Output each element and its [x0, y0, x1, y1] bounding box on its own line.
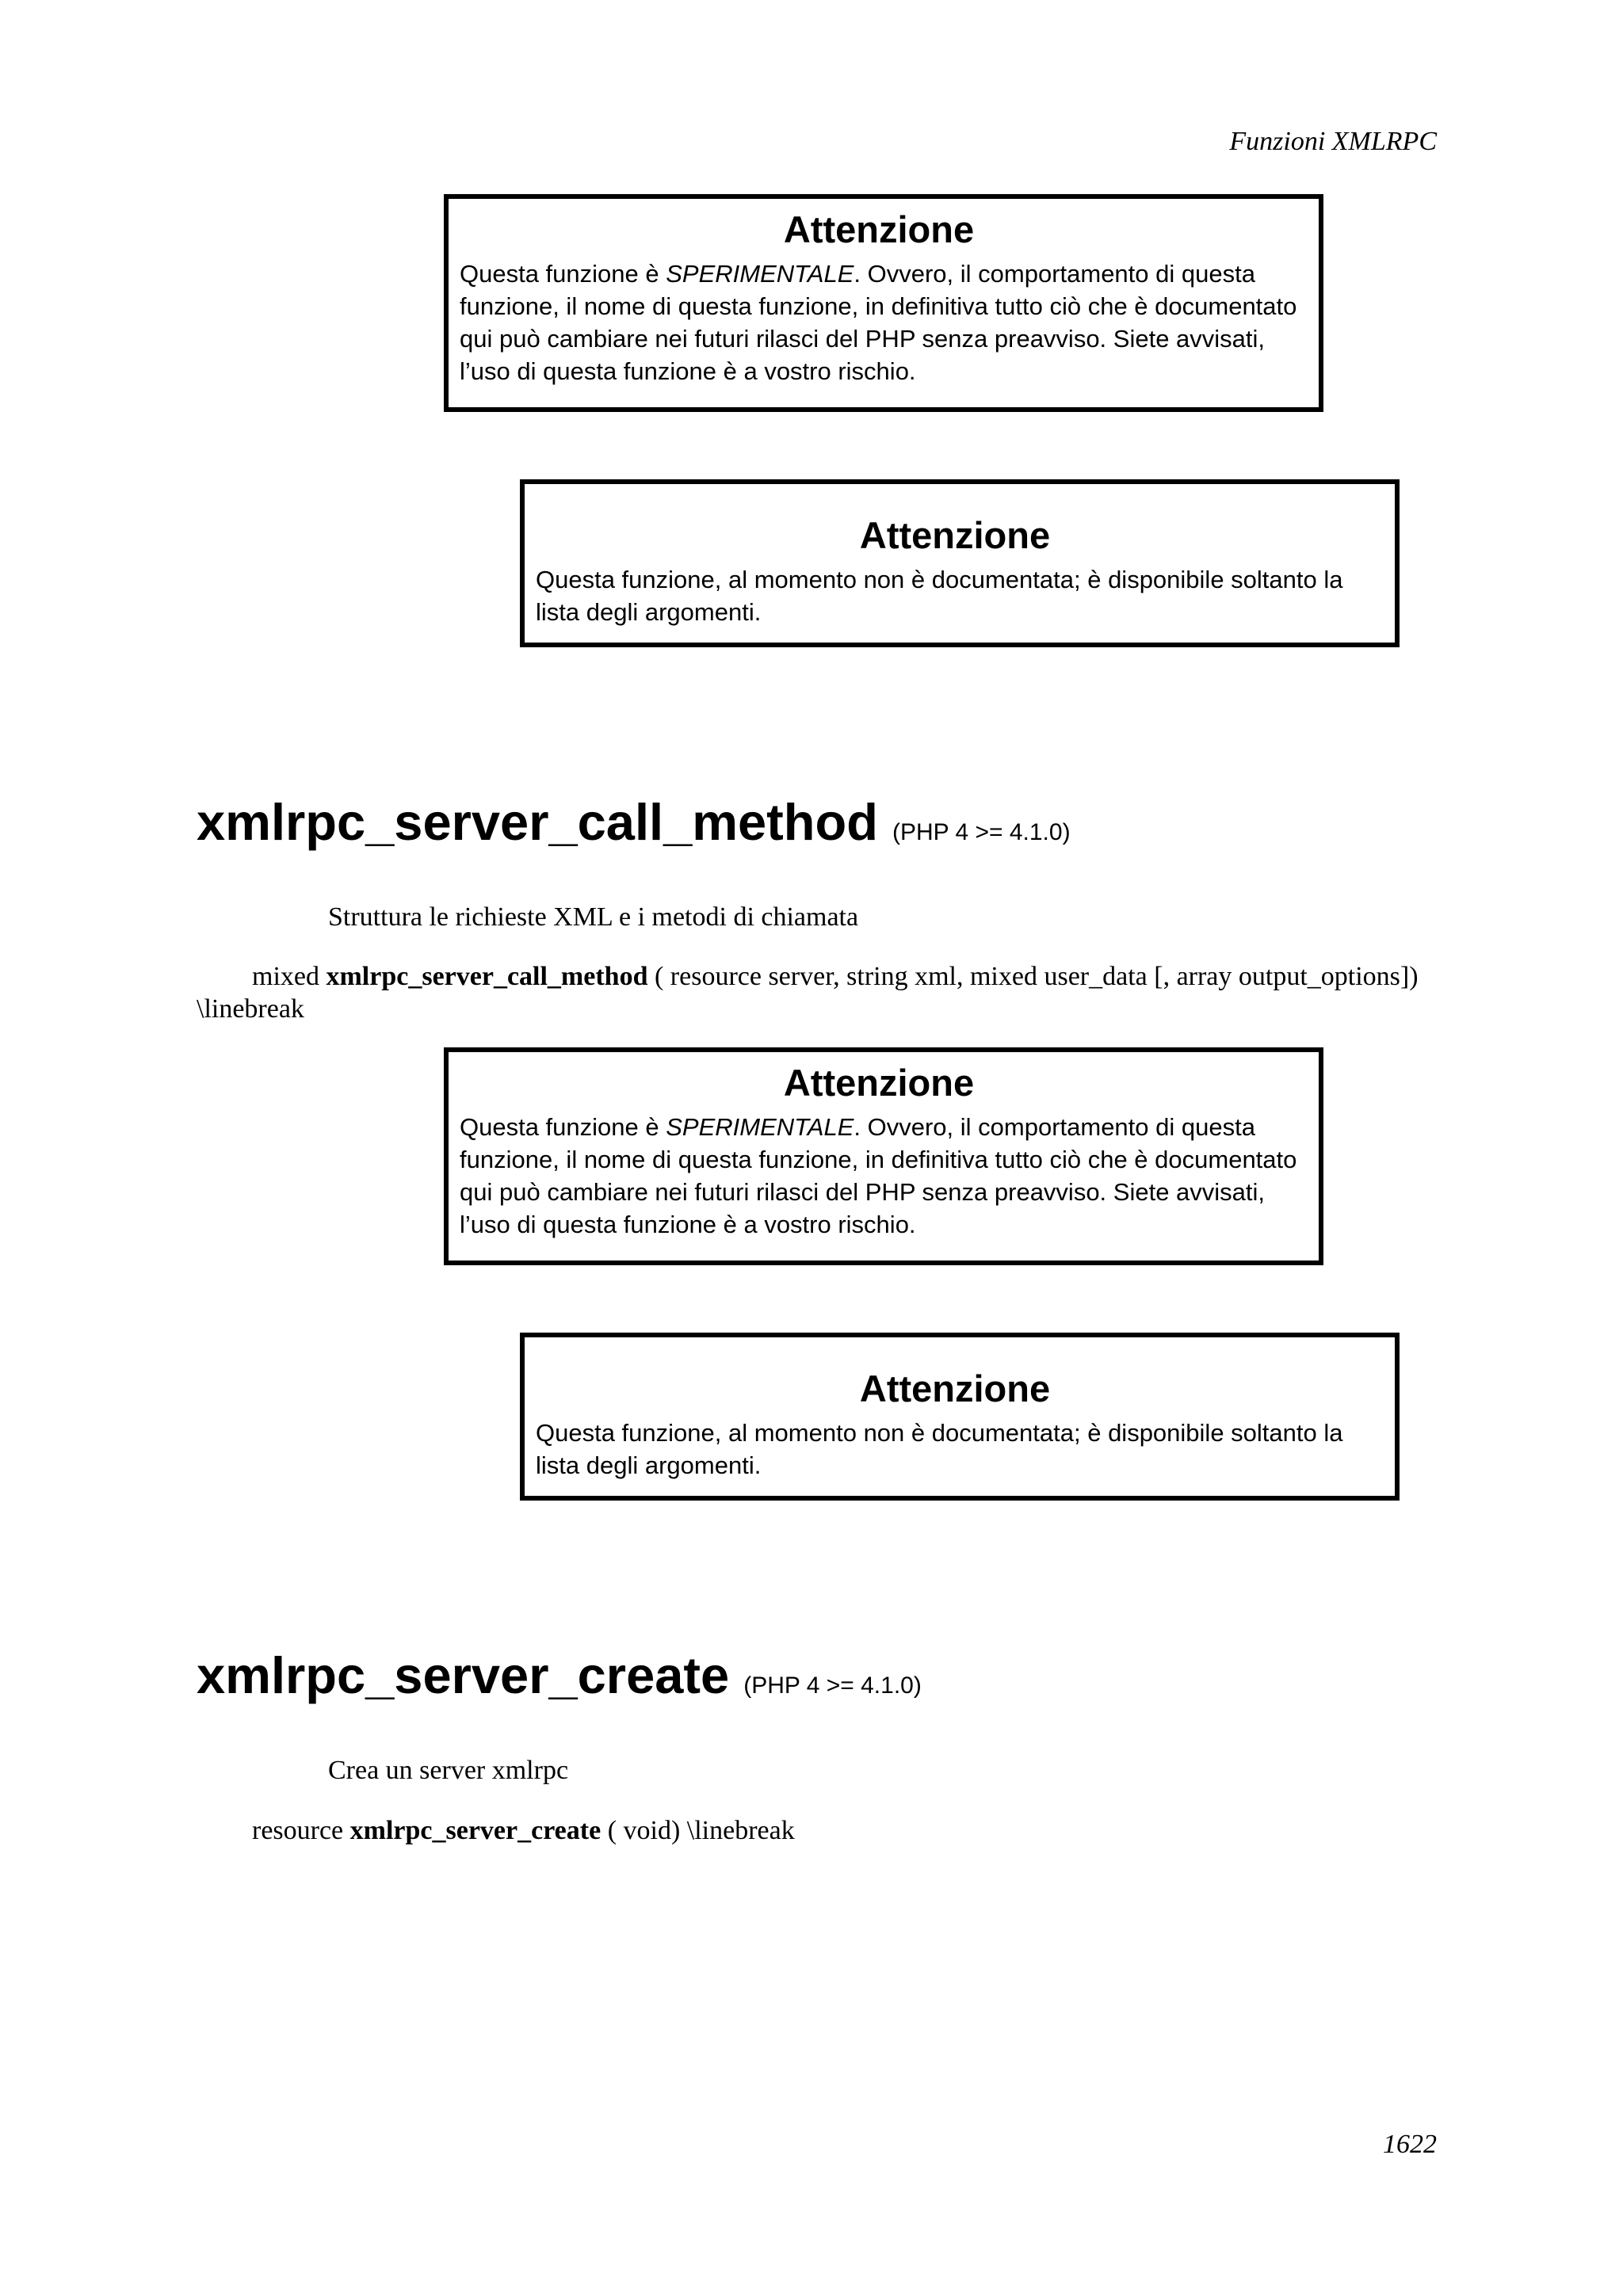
- running-header: Funzioni XMLRPC: [1229, 127, 1437, 156]
- php-version: (PHP 4 >= 4.1.0): [892, 819, 1071, 845]
- argument-list: ( resource server, string xml, mixed user_data [, array output_options]): [654, 962, 1419, 991]
- function-purpose: Struttura le richieste XML e i metodi di chiamata: [328, 902, 859, 932]
- warning-text: Questa funzione, al momento non è documentata; è disponibile soltanto la lista degli argomenti.: [536, 566, 1343, 626]
- function-title: [197, 791, 1071, 864]
- warning-text: Questa funzione è SPERIMENTALE. Ovvero, il comportamento di questa funzione, il nome di questa funzione, in definitiva tutto ciò che è documentato qui può cambiare nei futuri rilasci del PHP senza preavviso. Siete avvisati, l’uso di questa funzione è a vostro rischio.: [460, 1113, 1297, 1238]
- warning-title: Attenzione: [783, 1062, 975, 1104]
- warning-text: Questa funzione, al momento non è documentata; è disponibile soltanto la lista degli argomenti.: [536, 1419, 1343, 1479]
- return-type: resource: [252, 1816, 344, 1845]
- warning-title: Attenzione: [859, 514, 1051, 556]
- page-number: 1622: [1383, 2130, 1437, 2159]
- undocumented-warning-box: [520, 479, 1400, 647]
- function-name: xmlrpc_server_create: [197, 1646, 730, 1704]
- function-purpose: Crea un server xmlrpc: [328, 1756, 569, 1785]
- return-type: mixed: [252, 962, 319, 991]
- php-version: (PHP 4 >= 4.1.0): [743, 1672, 922, 1699]
- warning-title: Attenzione: [859, 1367, 1051, 1409]
- experimental-warning-box: [444, 1047, 1323, 1265]
- function-synopsis: [197, 960, 1433, 1025]
- argument-list: ( void): [607, 1816, 681, 1845]
- undocumented-warning-box: [520, 1333, 1400, 1501]
- warning-title: Attenzione: [783, 208, 975, 250]
- function-synopsis: [252, 1814, 1433, 1847]
- warning-emphasis: SPERIMENTALE: [666, 1113, 854, 1141]
- experimental-warning-box: [444, 194, 1323, 412]
- synopsis-function-name: xmlrpc_server_create: [349, 1816, 601, 1845]
- synopsis-function-name: xmlrpc_server_call_method: [326, 962, 648, 991]
- function-name: xmlrpc_server_call_method: [197, 793, 878, 851]
- warning-text: Questa funzione è SPERIMENTALE. Ovvero, il comportamento di questa funzione, il nome di questa funzione, in definitiva tutto ciò che è documentato qui può cambiare nei futuri rilasci del PHP senza preavviso. Siete avvisati, l’uso di questa funzione è a vostro rischio.: [460, 260, 1297, 385]
- function-title: [197, 1644, 922, 1718]
- linebreak-marker: \linebreak: [686, 1816, 795, 1845]
- linebreak-marker: \linebreak: [197, 994, 304, 1024]
- warning-emphasis: SPERIMENTALE: [666, 260, 854, 288]
